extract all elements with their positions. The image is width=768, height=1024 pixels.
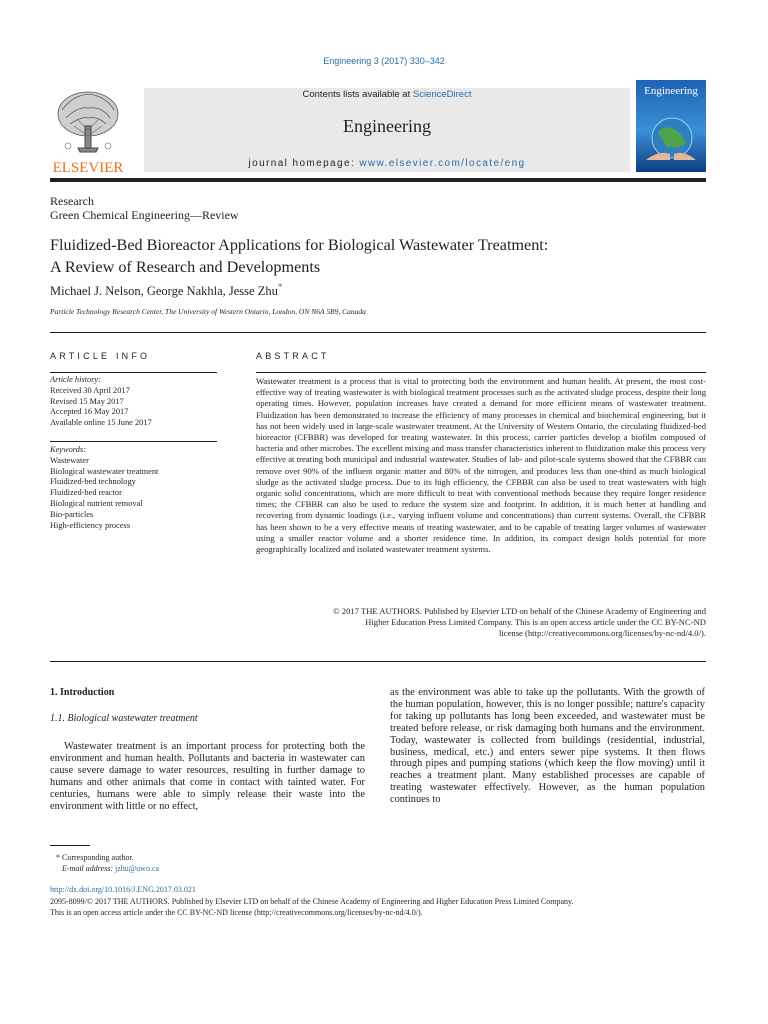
footnote-rule bbox=[50, 845, 90, 846]
divider bbox=[50, 661, 706, 662]
article-history bbox=[50, 375, 220, 429]
email-label: E-mail address: bbox=[62, 864, 116, 873]
divider bbox=[50, 332, 706, 333]
copyright-line-3: license (http://creativecommons.org/licenses/by-nc-nd/4.0/). bbox=[499, 628, 706, 639]
article-info-heading: ARTICLE INFO bbox=[50, 351, 151, 361]
divider bbox=[50, 372, 217, 373]
divider bbox=[50, 441, 217, 442]
issn-line: 2095-8099/© 2017 THE AUTHORS. Published by Elsevier LTD on behalf of the Chinese Academy of Engineering and Higher Education Press Limited Company. bbox=[50, 897, 574, 906]
abstract-heading: ABSTRACT bbox=[256, 351, 330, 361]
elsevier-logo bbox=[48, 86, 128, 176]
homepage-prefix: journal homepage: bbox=[248, 158, 360, 169]
history-label: Article history: bbox=[50, 375, 101, 384]
contents-line bbox=[144, 89, 630, 100]
authors-text: Michael J. Nelson, George Nakhla, Jesse Zhu bbox=[50, 284, 278, 299]
corresponding-author-note: * Corresponding author. bbox=[56, 853, 134, 862]
copyright-line-1: © 2017 THE AUTHORS. Published by Elsevier LTD on behalf of the Chinese Academy of Engineering and bbox=[333, 606, 706, 616]
body-paragraph-left: Wastewater treatment is an important process for protecting both the environment and human health. Pollutants and bacteria in wastewater can cause severe damage to water resources, resulting in further damage to humans and other animals that come in contact with tainted water. For centuries, humans were able to simply release their waste into the environment with little or no effect, bbox=[50, 741, 365, 812]
history-online: Available online 15 June 2017 bbox=[50, 418, 152, 428]
title-line-2: A Review of Research and Developments bbox=[50, 258, 321, 276]
keyword: Fluidized-bed reactor bbox=[50, 488, 122, 498]
keyword: Biological wastewater treatment bbox=[50, 466, 159, 476]
abstract-text: Wastewater treatment is a process that is vital to protecting both the environment and human health. At present, the most cost-effective way of treating wastewater is with biological treatment processes such as the activated sludge process, despite their long operating times. However, population increases have created a demand for more efficient means of wastewater treatment. Fluidization has been demonstrated to increase the efficiency of many processes in chemical and biochemical engineering, but it has not been widely used in large-scale wastewater treatment. At the University of Western Ontario, the circulating fluidized-bed bioreactor (CFBBR) was developed for treating wastewater. In this process, carrier particles develop a biofilm composed of bacteria and other microbes. The excellent mixing and mass transfer characteristics inherent to fluidization make this process very effective at treating both municipal and industrial wastewater. Studies of lab- and pilot-scale systems showed that the CFBBR can remove over 90% of the influent organic matter and 80% of the nitrogen, and produces less than one-third as much biological sludge as the activated sludge process. Due to its high efficiency, the CFBBR can also be used to treat wastewaters with high organic solid concentrations, which are more difficult to treat with conventional methods because they require longer residence times; the CFBBR can also be used to reduce the system size and footprint. In addition, it is much better at handling and recovering from dynamic loadings (i.e., varying influent volume and concentrations) than current systems. Overall, the CFBBR has been shown to be a very effective means of treating wastewater, and to be capable of treating larger volumes of wastewater using a smaller reactor volume and a shorter residence time. In addition, its compact design holds potential for more geographically localized and isolated wastewater treatment systems. bbox=[256, 376, 706, 555]
cover-title: Engineering bbox=[644, 85, 698, 97]
keywords bbox=[50, 445, 220, 531]
history-received: Received 30 April 2017 bbox=[50, 385, 130, 395]
history-accepted: Accepted 16 May 2017 bbox=[50, 407, 129, 417]
contents-prefix: Contents lists available at bbox=[302, 89, 413, 100]
title-line-1: Fluidized-Bed Bioreactor Applications for Biological Wastewater Treatment: bbox=[50, 236, 549, 254]
subsection-heading: 1.1. Biological wastewater treatment bbox=[50, 713, 198, 724]
history-revised: Revised 15 May 2017 bbox=[50, 396, 124, 406]
section-heading: 1. Introduction bbox=[50, 687, 115, 698]
copyright-line-2: Higher Education Press Limited Company. This is an open access article under the CC BY-NC-ND bbox=[365, 617, 706, 628]
journal-name: Engineering bbox=[343, 116, 431, 136]
body-paragraph-right: as the environment was able to take up the pollutants. With the growth of the human population, however, this is no longer possible; nature's capacity for taking up pollutants has long been exceeded, and wastewater must be treated before release, or risk damaging both humans and the environment. Today, wastewater is collected from buildings (residential, industrial, business, medical, etc.) and enters sewer pipe systems. It then flows through pipes and pumping stations (which keep the flow moving) until it reaches a treatment plant. Many established processes are capable of treating wastewater effectively. However, as the human population continues to bbox=[390, 687, 705, 806]
header-rule bbox=[50, 178, 706, 182]
affiliation: Particle Technology Research Center, The University of Western Ontario, London, ON N6A 5B9, Canada bbox=[50, 307, 366, 316]
journal-homepage bbox=[144, 158, 630, 169]
abstract-copyright bbox=[256, 606, 706, 640]
elsevier-tree-icon bbox=[48, 86, 128, 176]
article-subcategory: Green Chemical Engineering—Review bbox=[50, 208, 239, 222]
keyword: Wastewater bbox=[50, 455, 89, 465]
article-category: Research bbox=[50, 194, 94, 208]
license-line: This is an open access article under the CC BY-NC-ND license (http://creativecommons.org/licenses/by-nc-nd/4.0/). bbox=[50, 908, 423, 917]
homepage-link[interactable]: www.elsevier.com/locate/eng bbox=[359, 158, 526, 169]
elsevier-wordmark: ELSEVIER bbox=[52, 160, 124, 176]
email-link[interactable]: jzhu@uwo.ca bbox=[115, 864, 160, 873]
journal-reference[interactable]: Engineering 3 (2017) 330–342 bbox=[323, 56, 445, 66]
sciencedirect-link[interactable]: ScienceDirect bbox=[412, 89, 472, 100]
corresponding-author-mark[interactable]: * bbox=[277, 282, 283, 292]
email-note bbox=[62, 863, 159, 874]
author-list bbox=[50, 282, 282, 299]
keyword: High-efficiency process bbox=[50, 520, 131, 530]
journal-cover-image bbox=[636, 80, 706, 172]
keyword: Biological nutrient removal bbox=[50, 498, 143, 508]
keyword: Fluidized-bed technology bbox=[50, 477, 136, 487]
keywords-label: Keywords: bbox=[50, 445, 86, 454]
keyword: Bio-particles bbox=[50, 509, 94, 519]
article-title bbox=[50, 234, 710, 278]
doi-link[interactable]: http://dx.doi.org/10.1016/J.ENG.2017.03.021 bbox=[50, 885, 196, 894]
divider bbox=[256, 372, 706, 373]
